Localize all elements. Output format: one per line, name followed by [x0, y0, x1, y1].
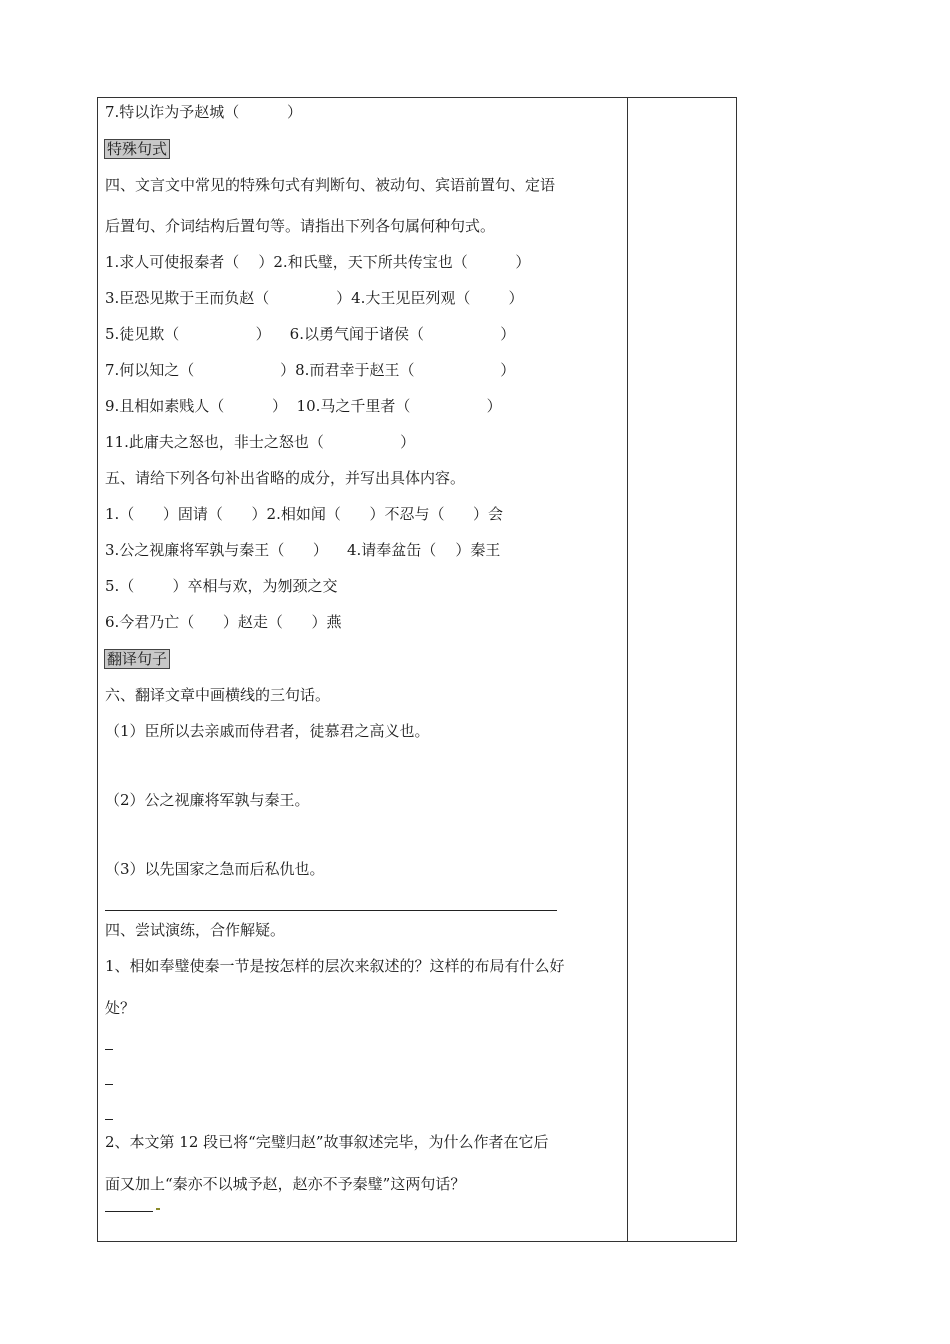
translate-item-3: （3）以先国家之急而后私仇也。 — [105, 860, 325, 878]
sentence-item-line: 1.求人可使报秦者（ ）2.和氏璧，天下所共传宝也（ ） — [105, 253, 531, 271]
omission-item-line: 3.公之视廉将军孰与秦王（ ） 4.请奉盆缶（ ）秦王 — [105, 541, 501, 559]
omission-item-line: 6.今君乃亡（ ）赵走（ ）燕 — [105, 613, 342, 631]
section-tag-special-sentences: 特殊句式 — [104, 139, 170, 159]
sentence-item-line: 5.徒见欺（ ） 6.以勇气闻于诸侯（ ） — [105, 325, 516, 343]
section-4-intro-line2: 后置句、介词结构后置句等。请指出下列各句属何种句式。 — [105, 217, 496, 235]
section-6-intro: 六、翻译文章中画横线的三句话。 — [105, 686, 331, 704]
omission-item-line: 1.（ ）固请（ ）2.相如闻（ ）不忍与（ ）会 — [105, 505, 504, 523]
answer-dash — [105, 1049, 113, 1050]
sentence-item-line: 3.臣恐见欺于王而负赵（ ）4.大王见臣列观（ ） — [105, 289, 524, 307]
translate-item-2: （2）公之视廉将军孰与秦王。 — [105, 791, 310, 809]
column-divider — [627, 97, 628, 1242]
discussion-question-2-line2: 面又加上“秦亦不以城予赵，赵亦不予秦璧”这两句话？ — [105, 1175, 466, 1193]
sentence-item-line: 9.且相如素贱人（ ） 10.马之千里者（ ） — [105, 397, 502, 415]
translate-item-1: （1）臣所以去亲戚而侍君者，徒慕君之高义也。 — [105, 722, 430, 740]
discussion-question-2-line1: 2、本文第 12 段已将“完璧归赵”故事叙述完毕，为什么作者在它后 — [105, 1133, 549, 1151]
section-tag-translate: 翻译句子 — [104, 649, 170, 669]
section-5-intro: 五、请给下列各句补出省略的成分，并写出具体内容。 — [105, 469, 466, 487]
answer-blank-line — [105, 1211, 153, 1212]
discussion-question-1-line1: 1、相如奉璧使秦一节是按怎样的层次来叙述的？这样的布局有什么好 — [105, 957, 565, 975]
omission-item-line: 5.（ ）卒相与欢，为刎颈之交 — [105, 577, 338, 595]
answer-dash — [105, 1119, 113, 1120]
ink-mark — [156, 1208, 160, 1210]
section-4-intro-line1: 四、文言文中常见的特殊句式有判断句、被动句、宾语前置句、定语 — [105, 176, 556, 194]
answer-rule — [105, 910, 557, 911]
discussion-question-1-line2: 处？ — [105, 999, 136, 1017]
section-4b-title: 四、尝试演练，合作解疑。 — [105, 921, 286, 939]
answer-dash — [105, 1084, 113, 1085]
sentence-item-line: 7.何以知之（ ）8.而君幸于赵王（ ） — [105, 361, 516, 379]
question-7-line: 7.特以诈为予赵城（ ） — [105, 103, 302, 121]
sentence-item-line: 11.此庸夫之怒也，非士之怒也（ ） — [105, 433, 416, 451]
